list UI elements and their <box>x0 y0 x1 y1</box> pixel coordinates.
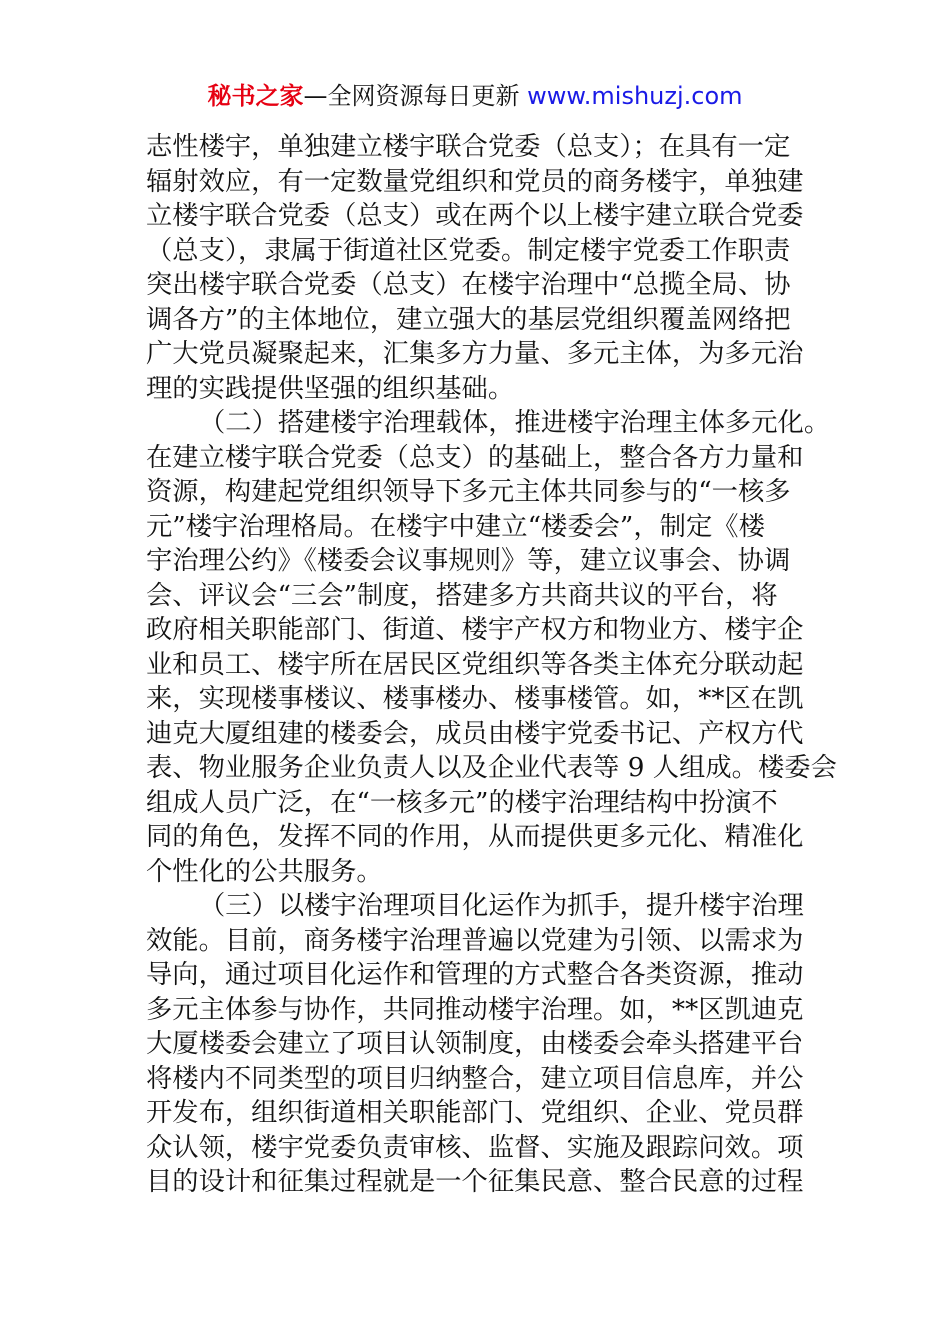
text-line: 目的设计和征集过程就是一个征集民意、整合民意的过程 <box>146 1167 804 1197</box>
text-line: 导向，通过项目化运作和管理的方式整合各类资源，推动 <box>146 960 804 990</box>
paragraph-heading-line: （二）搭建楼宇治理载体，推进楼宇治理主体多元化。 <box>199 408 831 438</box>
text-line: 会、评议会“三会”制度，搭建多方共商共议的平台，将 <box>146 580 778 611</box>
text-line: 表、物业服务企业负责人以及企业代表等 9 人组成。楼委会 <box>146 753 837 783</box>
text-line: 迪克大厦组建的楼委会，成员由楼宇党委书记、产权方代 <box>146 718 804 749</box>
text-line: 同的角色，发挥不同的作用，从而提供更多元化、精准化 <box>146 822 804 852</box>
text-line: 来，实现楼事楼议、楼事楼办、楼事楼管。如，**区在凯 <box>146 684 804 714</box>
text-line: 广大党员凝聚起来，汇集多方力量、多元主体，为多元治 <box>146 339 804 369</box>
text-line: 立楼宇联合党委（总支）或在两个以上楼宇建立联合党委 <box>146 201 804 231</box>
site-brand: 秘书之家 <box>207 82 304 110</box>
text-line: 资源，构建起党组织领导下多元主体共同参与的“一核多 <box>146 477 791 507</box>
text-line: 大厦楼委会建立了项目认领制度，由楼委会牵头搭建平台 <box>146 1029 804 1059</box>
text-line: 突出楼宇联合党委（总支）在楼宇治理中“总揽全局、协 <box>146 270 791 300</box>
text-line: 将楼内不同类型的项目归纳整合，建立项目信息库，并公 <box>146 1063 804 1094</box>
text-line: 宇治理公约》《楼委会议事规则》等，建立议事会、协调 <box>146 546 791 576</box>
site-url[interactable]: www.mishuzj.com <box>527 82 743 110</box>
text-line: 理的实践提供坚强的组织基础。 <box>146 373 515 404</box>
text-line: 开发布，组织街道相关职能部门、党组织、企业、党员群 <box>146 1098 804 1128</box>
paragraph-heading-line: （三）以楼宇治理项目化运作为抓手，提升楼宇治理 <box>199 891 804 921</box>
document-body <box>146 130 837 1200</box>
text-line: 个性化的公共服务。 <box>146 856 383 887</box>
text-line: 在建立楼宇联合党委（总支）的基础上，整合各方力量和 <box>146 442 804 473</box>
text-line: 政府相关职能部门、街道、楼宇产权方和物业方、楼宇企 <box>146 615 804 645</box>
text-line: 元”楼宇治理格局。在楼宇中建立“楼委会”，制定《楼 <box>146 511 765 542</box>
text-line: 效能。目前，商务楼宇治理普遍以党建为引领、以需求为 <box>146 925 804 956</box>
site-header <box>0 79 950 113</box>
text-line: 业和员工、楼宇所在居民区党组织等各类主体充分联动起 <box>146 649 804 680</box>
text-line: （总支），隶属于街道社区党委。制定楼宇党委工作职责 <box>146 235 791 266</box>
text-line: 组成人员广泛，在“一核多元”的楼宇治理结构中扮演不 <box>146 787 778 818</box>
text-line: 辐射效应，有一定数量党组织和党员的商务楼宇，单独建 <box>146 166 804 197</box>
text-line: 众认领，楼宇党委负责审核、监督、实施及跟踪问效。项 <box>146 1132 804 1163</box>
site-tagline: —全网资源每日更新 <box>303 82 520 110</box>
text-line: 多元主体参与协作，共同推动楼宇治理。如，**区凯迪克 <box>146 994 804 1025</box>
text-line: 志性楼宇，单独建立楼宇联合党委（总支）；在具有一定 <box>146 132 791 162</box>
text-line: 调各方”的主体地位，建立强大的基层党组织覆盖网络把 <box>146 304 791 335</box>
